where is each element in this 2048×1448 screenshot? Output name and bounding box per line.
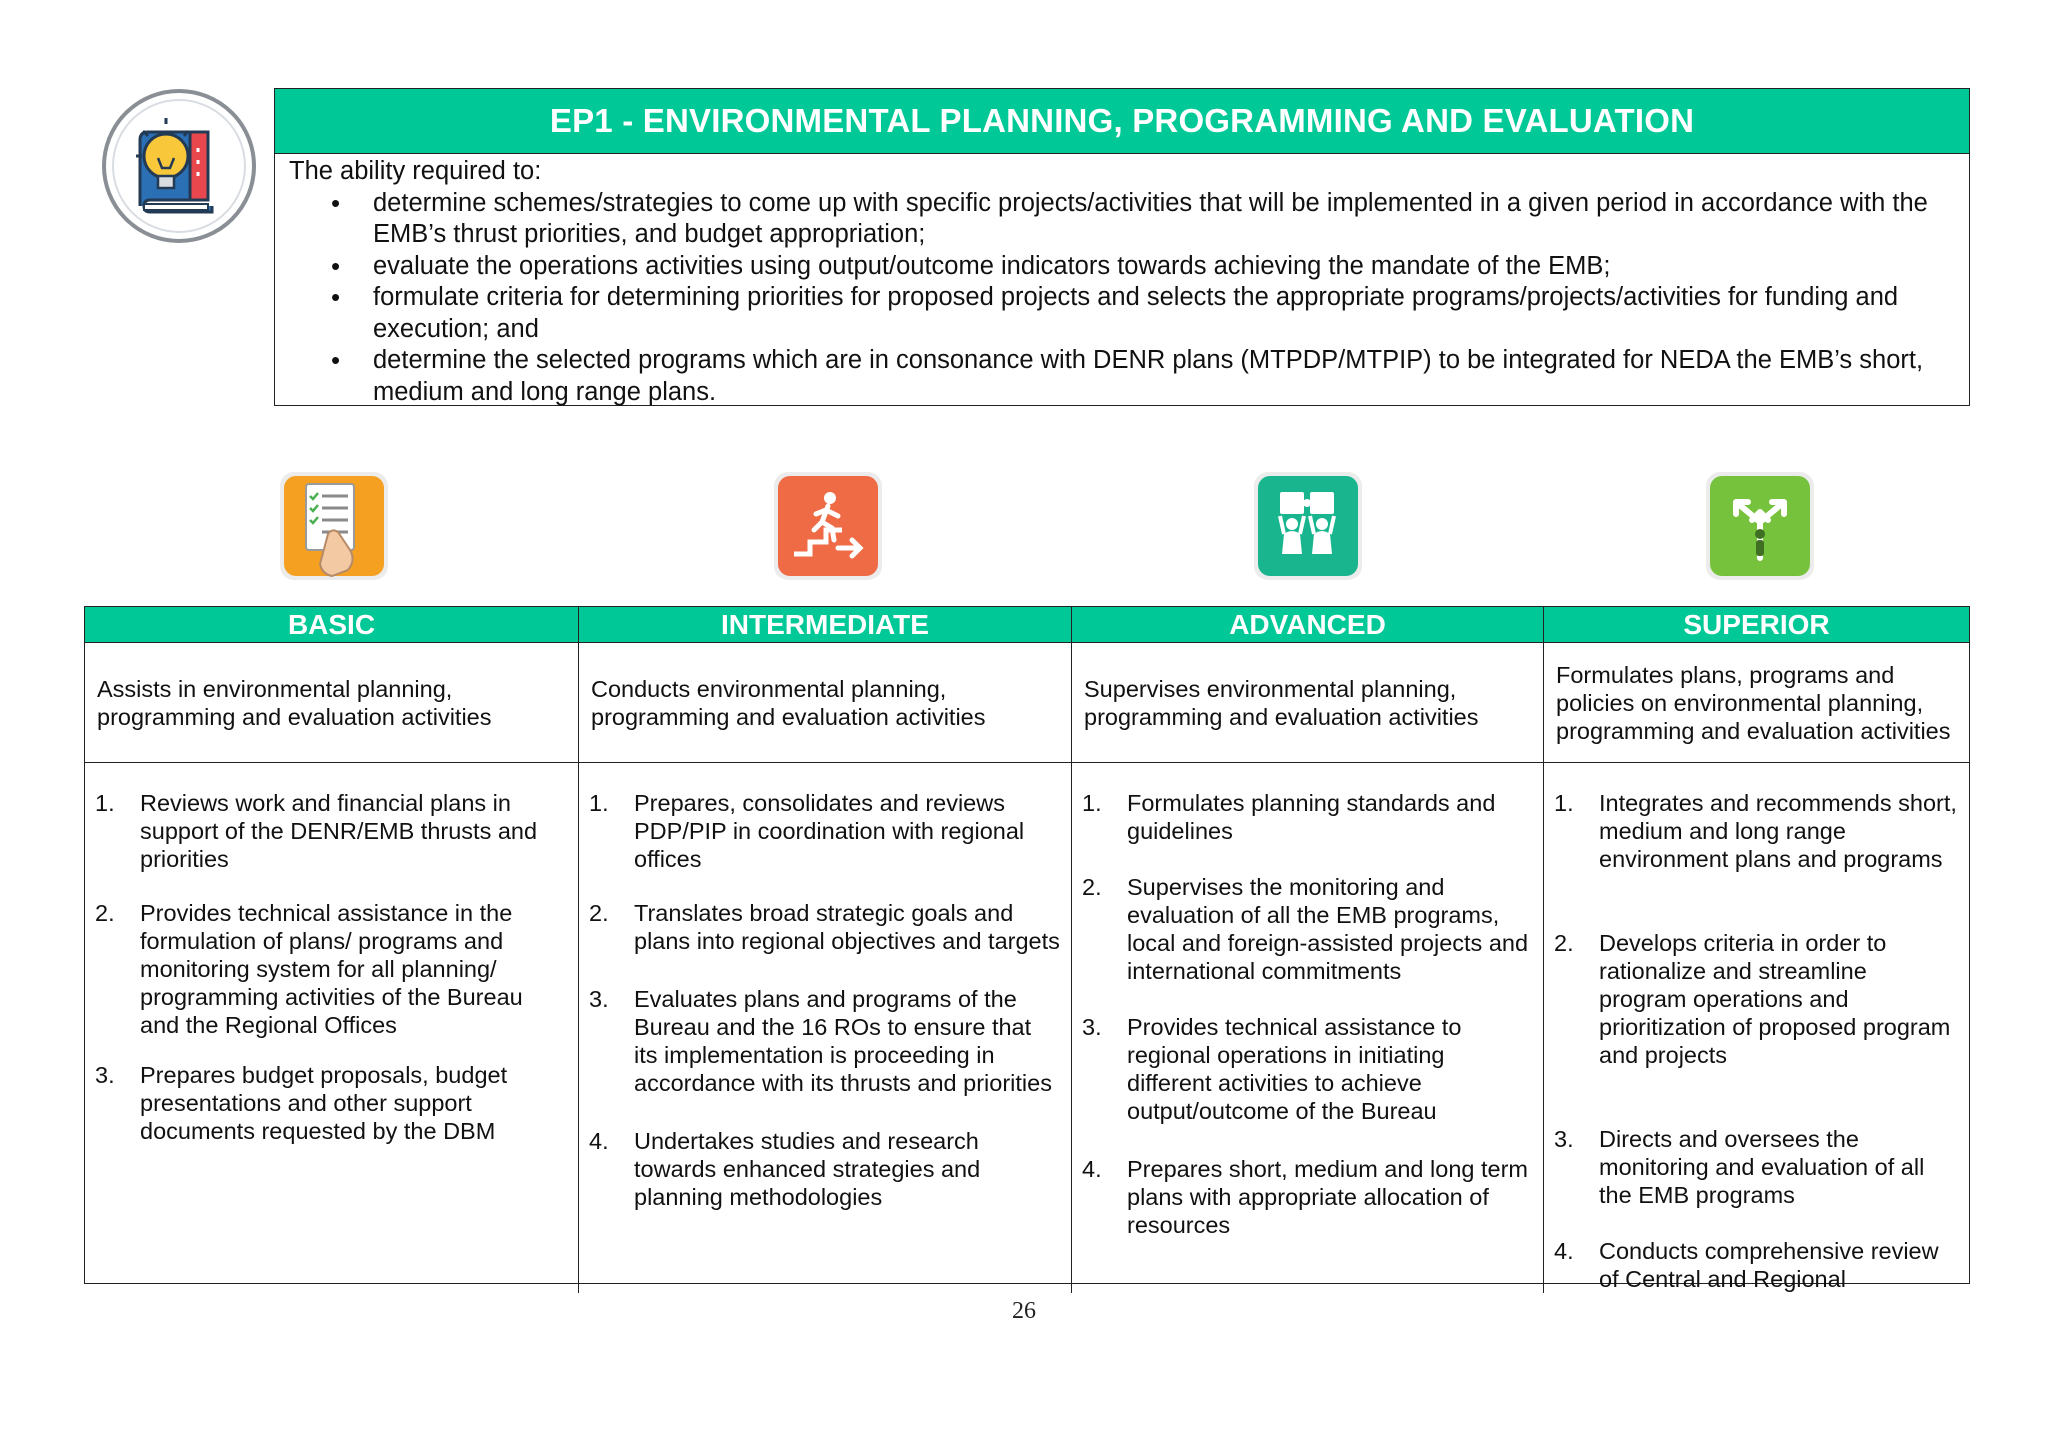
crossroads-direction-icon xyxy=(1696,462,1824,590)
item-text: Prepares short, medium and long term plans with appropriate allocation of resources xyxy=(1127,1156,1528,1238)
item-text: Prepares budget proposals, budget presentations and other support documents requested by the DBM xyxy=(140,1062,508,1144)
list-item xyxy=(589,985,1061,1097)
lightbulb-book-icon xyxy=(98,88,260,244)
competency-description xyxy=(275,154,1969,408)
item-text: Translates broad strategic goals and plans into regional objectives and targets xyxy=(634,900,1060,954)
page-title: EP1 - ENVIRONMENTAL PLANNING, PROGRAMMING AND EVALUATION xyxy=(275,89,1969,154)
item-number: 1. xyxy=(589,790,609,816)
list-item xyxy=(1082,873,1533,985)
item-text: Develops criteria in order to rationalize and streamline program operations and prioritization of proposed program and projects xyxy=(1599,930,1951,1068)
list-item xyxy=(1554,789,1959,873)
item-number: 2. xyxy=(1554,930,1574,956)
person-climbing-stairs-icon xyxy=(764,462,892,590)
level-header-superior: SUPERIOR xyxy=(1544,607,1969,643)
level-summary-superior xyxy=(1544,643,1969,763)
proficiency-levels-table xyxy=(84,606,1970,1292)
item-number: 3. xyxy=(589,986,609,1012)
level-tasks-advanced xyxy=(1072,763,1544,1293)
item-text: Formulates planning standards and guidelines xyxy=(1127,790,1496,844)
list-item xyxy=(1082,1013,1533,1125)
checklist-clipboard-icon xyxy=(270,462,398,590)
item-number: 4. xyxy=(1554,1238,1574,1264)
item-text: Provides technical assistance to regional operations in initiating different activities to achieve output/outcome of the Bureau xyxy=(1127,1014,1462,1124)
item-text: Integrates and recommends short, medium and long range environment plans and programs xyxy=(1599,790,1957,872)
list-item xyxy=(1082,1155,1533,1239)
item-text: Directs and oversees the monitoring and evaluation of all the EMB programs xyxy=(1599,1126,1925,1208)
list-item xyxy=(1554,1125,1959,1209)
description-bullet: • determine schemes/strategies to come up with specific projects/activities that will be implemented in a given period in accordance with the EMB’s thrust priorities, and budget appropriation; xyxy=(373,188,1955,251)
level-header-advanced: ADVANCED xyxy=(1072,607,1544,643)
description-bullet: • evaluate the operations activities using output/outcome indicators towards achieving the mandate of the EMB; xyxy=(373,251,1955,283)
level-header-basic: BASIC xyxy=(85,607,579,643)
list-item xyxy=(1554,929,1959,1069)
description-intro: The ability required to: xyxy=(289,157,542,185)
list-item xyxy=(589,899,1061,955)
list-item xyxy=(95,1061,568,1145)
item-number: 2. xyxy=(589,900,609,926)
description-bullets xyxy=(289,188,1955,409)
item-text: Provides technical assistance in the formulation of plans/ programs and monitoring system for all planning/ programming activities of the Bureau and the Regional Offices xyxy=(140,900,523,1038)
level-header-intermediate: INTERMEDIATE xyxy=(579,607,1072,643)
item-number: 1. xyxy=(1554,790,1574,816)
item-text: Evaluates plans and programs of the Bureau and the 16 ROs to ensure that its implementation is proceeding in accordance with its thrusts and priorities xyxy=(634,986,1052,1096)
list-item xyxy=(95,899,568,1039)
list-item xyxy=(1554,1237,1959,1293)
item-number: 3. xyxy=(1082,1014,1102,1040)
item-number: 4. xyxy=(589,1128,609,1154)
item-text: Prepares, consolidates and reviews PDP/PIP in coordination with regional offices xyxy=(634,790,1025,872)
list-item xyxy=(95,789,568,873)
item-number: 1. xyxy=(95,790,115,816)
task-list xyxy=(1082,789,1533,1239)
level-summary-advanced xyxy=(1072,643,1544,763)
item-text: Supervises the monitoring and evaluation of all the EMB programs, local and foreign-assisted projects and international commitments xyxy=(1127,874,1529,984)
summary-text: Supervises environmental planning, programming and evaluation activities xyxy=(1084,675,1479,730)
team-puzzle-icon xyxy=(1244,462,1372,590)
item-number: 1. xyxy=(1082,790,1102,816)
summary-text: Formulates plans, programs and policies on environmental planning, programming and evaluation activities xyxy=(1556,661,1951,744)
item-number: 2. xyxy=(95,900,115,926)
summary-text: Conducts environmental planning, programming and evaluation activities xyxy=(591,675,986,730)
description-bullet: • formulate criteria for determining priorities for proposed projects and selects the appropriate programs/projects/activities for funding and execution; and xyxy=(373,282,1955,345)
list-item xyxy=(1082,789,1533,845)
level-tasks-intermediate xyxy=(579,763,1072,1293)
item-number: 3. xyxy=(1554,1126,1574,1152)
level-summary-basic xyxy=(85,643,579,763)
level-tasks-superior xyxy=(1544,763,1969,1293)
item-text: Conducts comprehensive review of Central and Regional xyxy=(1599,1238,1939,1292)
item-number: 4. xyxy=(1082,1156,1102,1182)
level-summary-intermediate xyxy=(579,643,1072,763)
list-item xyxy=(589,789,1061,873)
page-number: 26 xyxy=(1012,1298,1036,1324)
item-text: Undertakes studies and research towards enhanced strategies and planning methodologies xyxy=(634,1128,981,1210)
list-item xyxy=(589,1127,1061,1211)
competency-description-box xyxy=(274,88,1970,406)
task-list xyxy=(95,789,568,1145)
item-number: 3. xyxy=(95,1062,115,1088)
item-number: 2. xyxy=(1082,874,1102,900)
item-text: Reviews work and financial plans in support of the DENR/EMB thrusts and priorities xyxy=(140,790,538,872)
level-tasks-basic xyxy=(85,763,579,1293)
summary-text: Assists in environmental planning, programming and evaluation activities xyxy=(97,675,492,730)
task-list xyxy=(589,789,1061,1211)
task-list xyxy=(1554,789,1959,1293)
description-bullet: • determine the selected programs which are in consonance with DENR plans (MTPDP/MTPIP) to be integrated for NEDA the EMB’s short, medium and long range plans. xyxy=(373,345,1955,408)
